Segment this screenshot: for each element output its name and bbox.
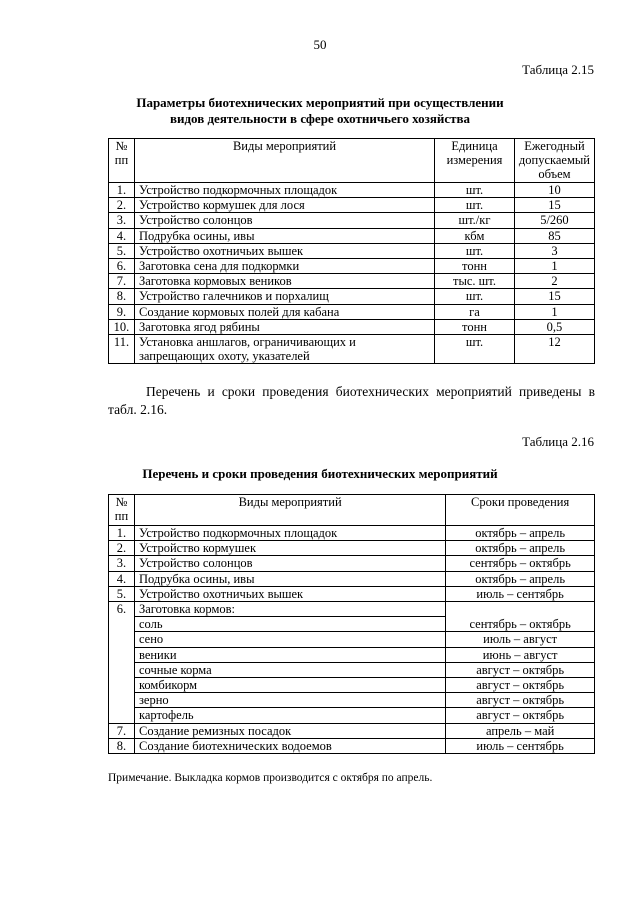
row-period: август – октябрь — [446, 678, 595, 693]
row-volume: 1 — [514, 304, 594, 319]
table-row-feed-item — [109, 647, 595, 662]
row-kind: Устройство солонцов — [134, 213, 434, 228]
table-row — [109, 319, 595, 334]
table-row — [109, 243, 595, 258]
row-unit: шт. — [435, 243, 515, 258]
table-2-16-title: Перечень и сроки проведения биотехнических мероприятий — [142, 466, 498, 481]
row-kind: Устройство галечников и порхалищ — [134, 289, 434, 304]
row-volume: 2 — [514, 274, 594, 289]
row-number: 4. — [109, 228, 135, 243]
row-kind: Подрубка осины, ивы — [134, 228, 434, 243]
row-volume: 12 — [514, 335, 594, 364]
table-header-row — [109, 495, 595, 526]
row-kind: Заготовка ягод рябины — [134, 319, 434, 334]
row-number: 2. — [109, 541, 135, 556]
row-number: 6. — [109, 259, 135, 274]
table-row — [109, 335, 595, 364]
table-row — [109, 526, 595, 541]
row-kind: Создание ремизных посадок — [134, 723, 445, 738]
row-number: 2. — [109, 198, 135, 213]
row-unit: тыс. шт. — [435, 274, 515, 289]
row-volume: 85 — [514, 228, 594, 243]
row-number: 5. — [109, 243, 135, 258]
row-kind: Заготовка кормовых веников — [134, 274, 434, 289]
row-period: август – октябрь — [446, 708, 595, 723]
row-kind: соль — [134, 617, 445, 632]
row-kind: Устройство кормушек для лося — [134, 198, 434, 213]
row-unit: шт. — [435, 183, 515, 198]
row-volume: 3 — [514, 243, 594, 258]
row-kind: Устройство подкормочных площадок — [134, 183, 434, 198]
table-2-15 — [108, 138, 595, 364]
table-row — [109, 228, 595, 243]
row-kind: Устройство охотничьих вышек — [134, 243, 434, 258]
row-number: 7. — [109, 274, 135, 289]
table-row — [109, 571, 595, 586]
page-number: 50 — [313, 37, 327, 52]
table-2-15-title-line2: видов деятельности в сфере охотничьего хозяйства — [169, 111, 471, 126]
row-kind: сено — [134, 632, 445, 647]
row-number: 3. — [109, 213, 135, 228]
row-period: сентябрь – октябрь — [446, 617, 595, 632]
table-row — [109, 541, 595, 556]
row-period-empty — [446, 602, 595, 617]
row-volume: 1 — [514, 259, 594, 274]
row-kind: комбикорм — [134, 678, 445, 693]
row-period: июль – август — [446, 632, 595, 647]
row-kind: Установка аншлагов, ограничивающих и запрещающих охоту, указателей — [134, 335, 434, 364]
row-unit: тонн — [435, 259, 515, 274]
table-row — [109, 274, 595, 289]
row-volume: 5/260 — [514, 213, 594, 228]
row-number: 9. — [109, 304, 135, 319]
row-unit: шт. — [435, 198, 515, 213]
row-volume: 10 — [514, 183, 594, 198]
table-row — [109, 304, 595, 319]
header-num: № пп — [109, 495, 135, 526]
table-row-feed-item — [109, 693, 595, 708]
table-row — [109, 213, 595, 228]
table-row — [109, 183, 595, 198]
row-number: 3. — [109, 556, 135, 571]
row-period: октябрь – апрель — [446, 541, 595, 556]
table-row-feed-item — [109, 678, 595, 693]
table-2-15-label: Таблица 2.15 — [522, 62, 594, 77]
row-kind: Создание биотехнических водоемов — [134, 738, 445, 753]
note: Примечание. Выкладка кормов производится с октября по апрель. — [108, 772, 433, 784]
table-row-feed-item — [109, 708, 595, 723]
table-row-feed-item — [109, 632, 595, 647]
table-row — [109, 259, 595, 274]
row-kind: Заготовка кормов: — [134, 602, 445, 617]
header-volume: Ежегодный допускаемый объем — [514, 139, 594, 183]
row-number: 8. — [109, 738, 135, 753]
row-number: 4. — [109, 571, 135, 586]
row-kind: сочные корма — [134, 662, 445, 677]
table-header-row — [109, 139, 595, 183]
row-number: 10. — [109, 319, 135, 334]
header-kind: Виды мероприятий — [134, 495, 445, 526]
row-number: 5. — [109, 586, 135, 601]
row-kind: картофель — [134, 708, 445, 723]
row-period: апрель – май — [446, 723, 595, 738]
row-kind: Заготовка сена для подкормки — [134, 259, 434, 274]
row-period: июль – сентябрь — [446, 586, 595, 601]
row-unit: шт. — [435, 289, 515, 304]
paragraph-text: Перечень и сроки проведения биотехнических мероприятий приведены в табл. 2.16. — [108, 384, 595, 417]
row-period: июль – сентябрь — [446, 738, 595, 753]
table-row-feed-item — [109, 617, 595, 632]
table-2-15-title-line1: Параметры биотехнических мероприятий при осуществлении — [136, 95, 504, 110]
table-row — [109, 586, 595, 601]
row-volume: 15 — [514, 289, 594, 304]
row-volume: 15 — [514, 198, 594, 213]
table-2-16-label: Таблица 2.16 — [522, 434, 594, 449]
row-unit: тонн — [435, 319, 515, 334]
row-number: 1. — [109, 183, 135, 198]
table-row — [109, 198, 595, 213]
row-number: 7. — [109, 723, 135, 738]
header-period: Сроки проведения — [446, 495, 595, 526]
row-kind: Устройство охотничьих вышек — [134, 586, 445, 601]
table-row — [109, 738, 595, 753]
table-2-16 — [108, 494, 595, 754]
row-number: 1. — [109, 526, 135, 541]
row-unit: шт. — [435, 335, 515, 364]
table-2-15-title — [0, 95, 640, 127]
table-2-15-body — [109, 183, 595, 364]
row-period: октябрь – апрель — [446, 571, 595, 586]
table-2-16-body — [109, 526, 595, 754]
table-row — [109, 289, 595, 304]
row-volume: 0,5 — [514, 319, 594, 334]
row-kind: Устройство подкормочных площадок — [134, 526, 445, 541]
table-row-feed-heading — [109, 602, 595, 617]
table-row-feed-item — [109, 662, 595, 677]
table-row — [109, 556, 595, 571]
header-kind: Виды мероприятий — [134, 139, 434, 183]
paragraph — [108, 383, 595, 419]
row-kind: Устройство солонцов — [134, 556, 445, 571]
row-period: август – октябрь — [446, 662, 595, 677]
row-period: октябрь – апрель — [446, 526, 595, 541]
row-number: 11. — [109, 335, 135, 364]
row-unit: шт./кг — [435, 213, 515, 228]
table-row — [109, 723, 595, 738]
header-num: № пп — [109, 139, 135, 183]
row-kind: Создание кормовых полей для кабана — [134, 304, 434, 319]
row-period: июнь – август — [446, 647, 595, 662]
row-kind: Устройство кормушек — [134, 541, 445, 556]
row-kind: зерно — [134, 693, 445, 708]
header-unit: Единица измерения — [435, 139, 515, 183]
row-period: сентябрь – октябрь — [446, 556, 595, 571]
row-number: 8. — [109, 289, 135, 304]
row-kind: Подрубка осины, ивы — [134, 571, 445, 586]
row-period: август – октябрь — [446, 693, 595, 708]
row-number: 6. — [109, 602, 135, 724]
row-kind: веники — [134, 647, 445, 662]
row-unit: кбм — [435, 228, 515, 243]
row-unit: га — [435, 304, 515, 319]
